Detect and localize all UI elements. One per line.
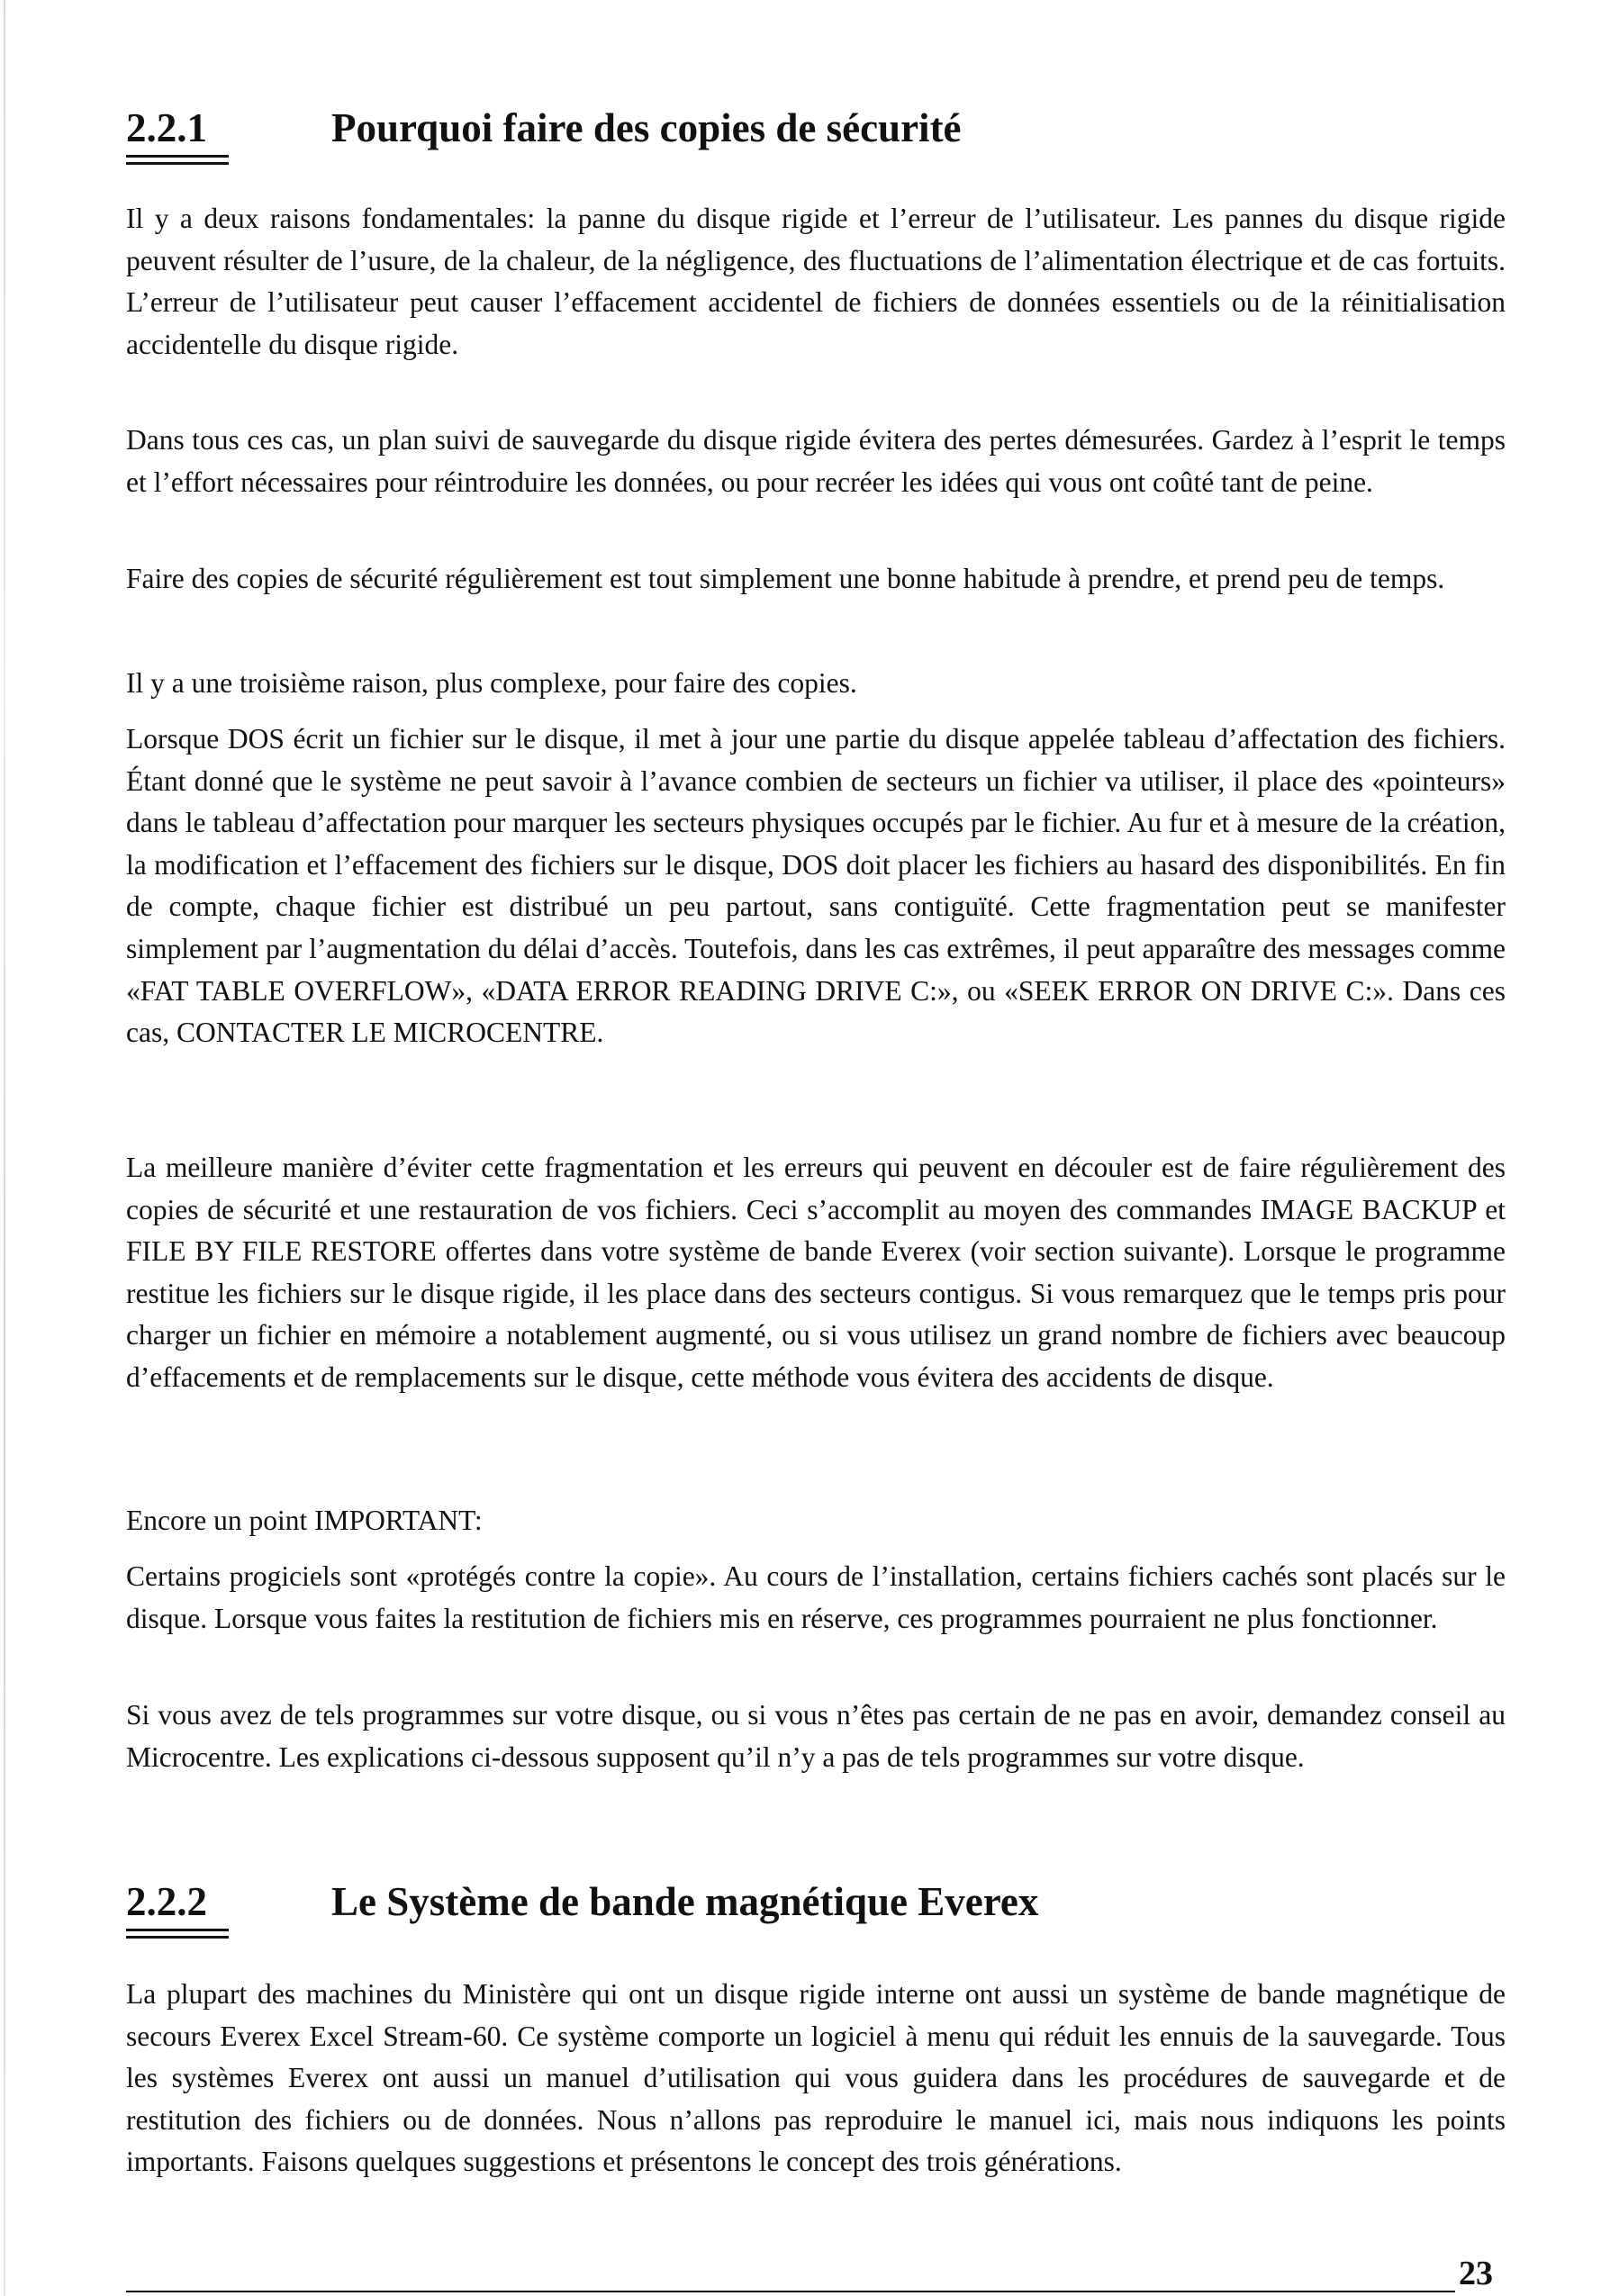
- section-heading-2-2-2: [126, 1875, 1513, 1947]
- section-number-underline: [126, 162, 229, 165]
- paragraph: Certains progiciels sont «protégés contre la copie». Au cours de l’installation, certains fichiers cachés sont placés sur le disque. Lorsque vous faites la restitution de fichiers mis en réserve, ces programmes pourraient ne plus fonctionner.: [126, 1560, 1506, 1634]
- section-number: 2.2.2: [126, 1879, 207, 1924]
- paragraph: Dans tous ces cas, un plan suivi de sauvegarde du disque rigide évitera des pertes démesurées. Gardez à l’esprit le temps et l’effort nécessaires pour réintroduire les données, ou pour recréer les idées qui vous ont coûté tant de peine.: [126, 424, 1506, 498]
- paragraph: Encore un point IMPORTANT:: [126, 1505, 483, 1536]
- section-number-underline: [126, 155, 229, 158]
- section-number: 2.2.1: [126, 105, 207, 150]
- paragraph: Faire des copies de sécurité régulièrement est tout simplement une bonne habitude à prendre, et prend peu de temps.: [126, 563, 1445, 594]
- paragraph: Si vous avez de tels programmes sur votre disque, ou si vous n’êtes pas certain de ne pas en avoir, demandez conseil au Microcentre. Les explications ci-dessous supposent qu’il n’y a pas de tels programmes sur votre disque.: [126, 1699, 1506, 1773]
- section-title: Pourquoi faire des copies de sécurité: [331, 105, 962, 150]
- paragraph: La meilleure manière d’éviter cette fragmentation et les erreurs qui peuvent en découler est de faire régulièrement des copies de sécurité et une restauration de vos fichiers. Ceci s’accomplit au moyen des commandes IMAGE BACKUP et FILE BY FILE RESTORE offertes dans votre système de bande Everex (voir section suivante). Lorsque le programme restitue les fichiers sur le disque rigide, il les place dans des secteurs contigus. Si vous remarquez que le temps pris pour charger un fichier en mémoire a notablement augmenté, ou si vous utilisez un grand nombre de fichiers avec beaucoup d’effacements et de remplacements sur le disque, cette méthode vous évitera des accidents de disque.: [126, 1152, 1506, 1393]
- section-number-underline: [126, 1929, 229, 1931]
- section-title: Le Système de bande magnétique Everex: [331, 1879, 1039, 1924]
- page-number: 23: [1459, 2255, 1493, 2292]
- section-heading-2-2-1: [126, 101, 1513, 173]
- paragraph: La plupart des machines du Ministère qui ont un disque rigide interne ont aussi un système de bande magnétique de secours Everex Excel Stream-60. Ce système comporte un logiciel à menu qui réduit les ennuis de la sauvegarde. Tous les systèmes Everex ont aussi un manuel d’utilisation qui vous guidera dans les procédures de sauvegarde et de restitution des fichiers ou de données. Nous n’allons pas reproduire le manuel ici, mais nous indiquons les points importants. Faisons quelques suggestions et présentons le concept des trois générations.: [126, 1978, 1506, 2178]
- paragraph: Il y a deux raisons fondamentales: la panne du disque rigide et l’erreur de l’utilisateur. Les pannes du disque rigide peuvent résulter de l’usure, de la chaleur, de la négligence, des fluctuations de l’alimentation électrique et de cas fortuits. L’erreur de l’utilisateur peut causer l’effacement accidentel de fichiers de données essentiels ou de la réinitialisation accidentelle du disque rigide.: [126, 203, 1506, 360]
- scan-edge: [4, 0, 5, 2296]
- paragraph: Lorsque DOS écrit un fichier sur le disque, il met à jour une partie du disque appelée tableau d’affectation des fichiers. Étant donné que le système ne peut savoir à l’avance combien de secteurs un fichier va utiliser, il place des «pointeurs» dans le tableau d’affectation pour marquer les secteurs physiques occupés par le fichier. Au fur et à mesure de la création, la modification et l’effacement des fichiers sur le disque, DOS doit placer les fichiers au hasard des disponibilités. En fin de compte, chaque fichier est distribué un peu partout, sans contiguïté. Cette fragmentation peut se manifester simplement par l’augmentation du délai d’accès. Toutefois, dans les cas extrêmes, il peut apparaître des messages comme «FAT TABLE OVERFLOW», «DATA ERROR READING DRIVE C:», ou «SEEK ERROR ON DRIVE C:». Dans ces cas, CONTACTER LE MICROCENTRE.: [126, 723, 1506, 1049]
- section-number-underline: [126, 1936, 229, 1939]
- footer-rule: [126, 2291, 1455, 2292]
- paragraph: Il y a une troisième raison, plus complexe, pour faire des copies.: [126, 667, 857, 699]
